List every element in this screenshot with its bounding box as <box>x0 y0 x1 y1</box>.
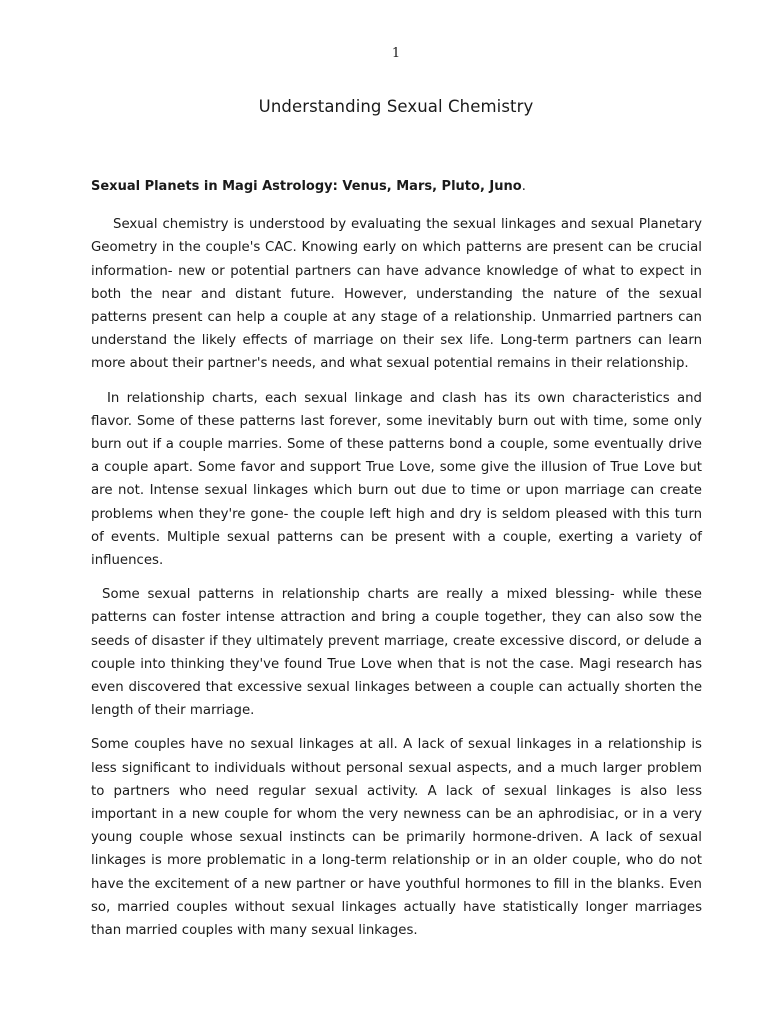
paragraph-no-linkages: Some couples have no sexual linkages at all. A lack of sexual linkages in a relationship is less significant to individuals without personal sexual aspects, and a much larger problem to partners who need regular sexual activity. A lack of sexual linkages is also less important in a new couple for whom the very newness can be an aphrodisiac, or in a very young couple whose sexual instincts can be primarily hormone-driven. A lack of sexual linkages is more problematic in a long-term relationship or in an older couple, who do not have the excitement of a new partner or have youthful hormones to fill in the blanks. Even so, married couples without sexual linkages actually have statistically longer marriages than married couples with many sexual linkages. <box>91 737 702 939</box>
page-title: Understanding Sexual Chemistry <box>258 97 534 116</box>
section-heading <box>91 175 702 198</box>
section-heading-period: . <box>521 179 526 194</box>
paragraph-sexual-chemistry: Sexual chemistry is understood by evaluating the sexual linkages and sexual Planetary Geometry in the couple's CAC. Knowing early on which patterns are present can be crucial information- new or potential partners can have advance knowledge of what to expect in both the near and distant future. However, understanding the nature of the sexual patterns present can help a couple at any stage of a relationship. Unmarried partners can understand the likely effects of marriage on their sex life. Long-term partners can learn more about their partner's needs, and what sexual potential remains in their relationship. <box>91 217 702 372</box>
document-body <box>91 175 702 953</box>
paragraph-relationship-charts: In relationship charts, each sexual linkage and clash has its own characteristics and flavor. Some of these patterns last forever, some inevitably burn out with time, some only burn out if a couple marries. Some of these patterns bond a couple, some eventually drive a couple apart. Some favor and support True Love, some give the illusion of True Love but are not. Intense sexual linkages which burn out due to time or upon marriage can create problems when they're gone- the couple left high and dry is seldom pleased with this turn of events. Multiple sexual patterns can be present with a couple, exerting a variety of influences. <box>91 390 702 569</box>
section-heading-text: Sexual Planets in Magi Astrology: Venus, Mars, Pluto, Juno <box>91 179 522 194</box>
page-number: 1 <box>391 46 401 61</box>
paragraph-mixed-blessing: Some sexual patterns in relationship charts are really a mixed blessing- while these patterns can foster intense attraction and bring a couple together, they can also sow the seeds of disaster if they ultimately prevent marriage, create excessive discord, or delude a couple into thinking they've found True Love when that is not the case. Magi research has even discovered that excessive sexual linkages between a couple can actually shorten the length of their marriage. <box>91 587 702 719</box>
